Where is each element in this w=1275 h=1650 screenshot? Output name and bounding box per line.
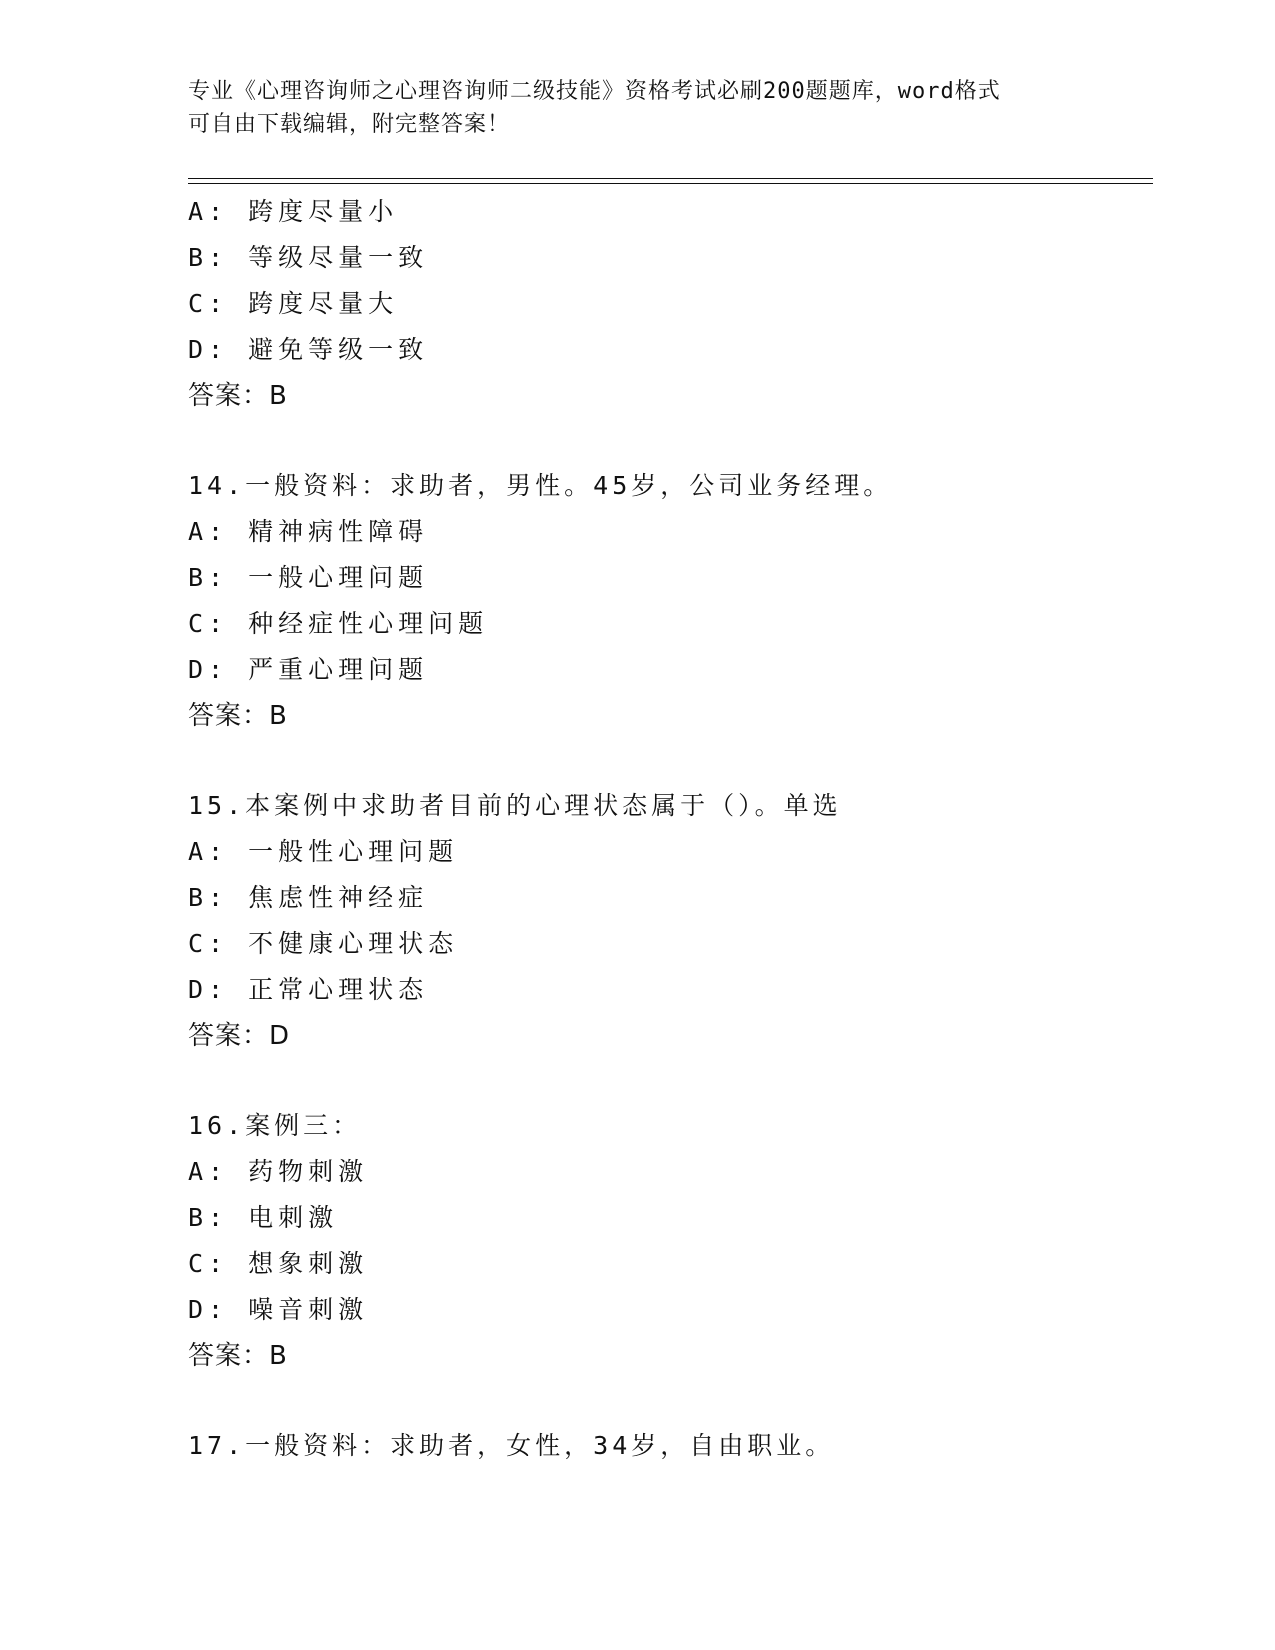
block-spacer bbox=[188, 419, 1148, 463]
option-d: D: 避免等级一致 bbox=[188, 335, 429, 364]
option-a: A: 一般性心理问题 bbox=[188, 837, 459, 866]
option-b: B: 等级尽量一致 bbox=[188, 243, 429, 272]
question-block bbox=[188, 1103, 1148, 1379]
header-title-line-2: 可自由下载编辑，附完整答案！ bbox=[188, 112, 511, 137]
option-c: C: 跨度尽量大 bbox=[188, 289, 399, 318]
answer-line: 答案：B bbox=[188, 701, 288, 731]
header-divider-top bbox=[188, 178, 1153, 179]
option-c: C: 不健康心理状态 bbox=[188, 929, 459, 958]
option-c: C: 想象刺激 bbox=[188, 1249, 369, 1278]
block-spacer bbox=[188, 1059, 1148, 1103]
question-text: 15.本案例中求助者目前的心理状态属于（）。单选 bbox=[188, 791, 842, 820]
question-block bbox=[188, 189, 1148, 419]
header-title-line-1: 专业《心理咨询师之心理咨询师二级技能》资格考试必刷200题题库，word格式 bbox=[188, 79, 1001, 104]
option-d: D: 正常心理状态 bbox=[188, 975, 429, 1004]
question-block bbox=[188, 1423, 1148, 1469]
option-c: C: 种经症性心理问题 bbox=[188, 609, 489, 638]
answer-line: 答案：D bbox=[188, 1021, 291, 1051]
answer-line: 答案：B bbox=[188, 381, 288, 411]
option-a: A: 药物刺激 bbox=[188, 1157, 369, 1186]
answer-line: 答案：B bbox=[188, 1341, 288, 1371]
option-b: B: 一般心理问题 bbox=[188, 563, 429, 592]
document-header bbox=[188, 75, 1088, 141]
question-list bbox=[188, 189, 1148, 1469]
question-text: 17.一般资料：求助者，女性，34岁，自由职业。 bbox=[188, 1431, 835, 1460]
option-d: D: 严重心理问题 bbox=[188, 655, 429, 684]
question-block bbox=[188, 783, 1148, 1059]
option-b: B: 焦虑性神经症 bbox=[188, 883, 429, 912]
question-text: 14.一般资料：求助者，男性。45岁，公司业务经理。 bbox=[188, 471, 893, 500]
block-spacer bbox=[188, 1379, 1148, 1423]
option-d: D: 噪音刺激 bbox=[188, 1295, 369, 1324]
option-a: A: 精神病性障碍 bbox=[188, 517, 429, 546]
header-divider-bottom bbox=[188, 183, 1153, 184]
block-spacer bbox=[188, 739, 1148, 783]
question-block bbox=[188, 463, 1148, 739]
question-text: 16.案例三： bbox=[188, 1111, 362, 1140]
option-a: A: 跨度尽量小 bbox=[188, 197, 399, 226]
option-b: B: 电刺激 bbox=[188, 1203, 339, 1232]
